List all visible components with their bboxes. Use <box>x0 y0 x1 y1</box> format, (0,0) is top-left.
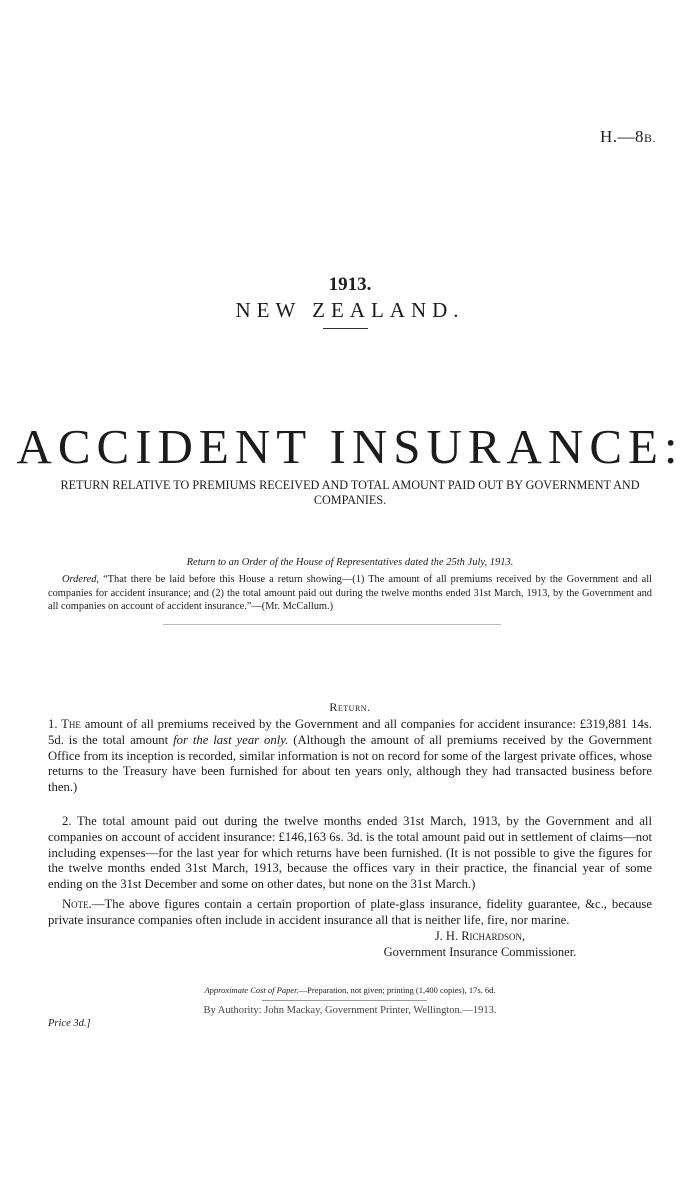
paragraph-payouts: 2. The total amount paid out during the twelve months ended 31st March, 1913, by the Government and all companies on account of accident insurance: £146,163 6s. 3d. is the total amount paid out in settlement of claims—not including expenses—for the last year for which returns have been furnished. (It is not possible to give the figures for the twelve months ended 31st March, 1913, because the offices vary in their practice, the financial year of some ending on the 31st December and some on other dates, but none on the 31st March.) <box>48 814 652 892</box>
paragraph-text: (Although the amount of all premiums received by the Government Office from its inception is recorded, similar information is not on record for some of the largest private offices, whose returns to the Treasury have been furnished for about ten years only, although they had transacted business before then.) <box>48 732 652 795</box>
country-heading: NEW ZEALAND. <box>235 298 465 322</box>
signatory-title: Government Insurance Commissioner. <box>383 945 577 959</box>
divider <box>262 1000 427 1001</box>
note-text: —The above figures contain a certain proportion of plate-glass insurance, fidelity guarantee, &c., because private insurance companies often include in accident insurance all that is neither life, fire, nor marine. <box>48 897 652 927</box>
divider <box>323 328 368 329</box>
order-heading: Return to an Order of the House of Representatives dated the 25th July, 1913. <box>186 557 514 568</box>
reference-main: H.—8 <box>599 127 644 146</box>
year: 1913. <box>328 274 372 295</box>
price: Price 3d.] <box>48 1018 91 1029</box>
document-title: ACCIDENT INSURANCE: <box>16 419 684 474</box>
paragraph-note <box>48 897 652 929</box>
document-subtitle: RETURN RELATIVE TO PREMIUMS RECEIVED AND TOTAL AMOUNT PAID OUT BY GOVERNMENT AND COMPANIES. <box>60 478 640 507</box>
order-text <box>48 573 652 614</box>
signatory-name: J. H. Richardson, <box>434 929 526 943</box>
printer-authority: By Authority: John Mackay, Government Printer, Wellington.—1913. <box>203 1005 497 1016</box>
paragraph-emphasis: for the last year only. <box>173 732 289 747</box>
ordered-label: Ordered, <box>62 574 100 585</box>
divider <box>163 624 501 625</box>
return-heading: Return. <box>329 700 371 714</box>
ordered-text: “That there be laid before this House a return showing—(1) The amount of all premiums received by the Government and all companies for accident insurance; and (2) the total amount paid out during the twelve months ended 31st March, 1913, by the Government and all companies on account of accident insurance.”—(Mr. McCallum.) <box>48 574 652 612</box>
cost-of-paper <box>40 985 660 995</box>
reference-suffix: B. <box>643 131 656 145</box>
paragraph-text: amount of all premiums received by the Government and all companies for accident insurance: £319,881 14s. 5d. is the total amount <box>48 717 652 747</box>
paragraph-lead: 1. The <box>48 717 81 731</box>
cost-text: —Preparation, not given; printing (1,400 copies), 17s. 6d. <box>298 985 496 995</box>
paragraph-premiums <box>48 717 652 796</box>
document-reference <box>600 127 656 147</box>
note-lead: Note. <box>62 897 92 911</box>
cost-label: Approximate Cost of Paper. <box>204 985 299 995</box>
